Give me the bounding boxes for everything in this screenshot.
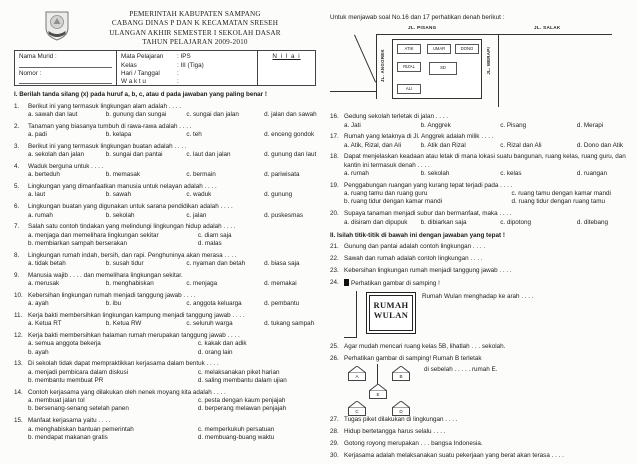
figure-road-vertical	[356, 291, 357, 337]
info-label: Mata Pelajaran	[121, 53, 164, 61]
answer-options	[28, 340, 316, 357]
kabupaten-sampang-logo	[44, 11, 74, 44]
nomor-label: Nomor :	[19, 69, 42, 77]
answer-options	[344, 170, 628, 178]
question-number: 8.	[14, 251, 20, 259]
fill-in-item	[330, 440, 628, 448]
question	[330, 133, 628, 150]
rumah-wulan-line1: RUMAH	[373, 300, 409, 311]
question-number: 23.	[330, 266, 339, 274]
question-number: 9.	[14, 271, 20, 279]
question-number: 2.	[14, 122, 20, 130]
answer-option: a. padi	[28, 131, 47, 139]
question-number: 22.	[330, 254, 339, 262]
question-text: Kebersihan lingkungan rumah menjadi tanggung jawab . . . .	[28, 291, 196, 299]
question	[14, 203, 316, 220]
denah-diagram	[330, 25, 628, 109]
answer-option: c. kakak dan adik	[197, 340, 247, 348]
question-text: Berikut ini yang termasuk lingkungan alam adalah . . . .	[28, 102, 181, 110]
answer-option: b. gunung dan sungai	[105, 111, 167, 119]
answer-option: d. Merapi	[576, 121, 604, 129]
answer-option: b. memasak	[105, 171, 141, 179]
info-value: :	[177, 70, 179, 78]
question-text: Manusia wajib . . . . dan memelihara lingkungan sekitar.	[28, 271, 183, 279]
answer-option: d. ruangan	[576, 170, 607, 178]
answer-option: b. dibiarkan saja	[420, 218, 467, 226]
fill-in-item	[330, 267, 628, 275]
info-row	[121, 70, 253, 78]
question	[14, 332, 316, 357]
answer-option: c. sungai dan jalan	[186, 111, 239, 119]
answer-option: a. membuat jalan tol	[28, 397, 85, 405]
nomor-write-line	[19, 78, 112, 84]
house-umar: UMAR	[427, 44, 451, 54]
answer-option: c. jalan	[186, 211, 207, 219]
answer-option: d. saling membantu dalam ujian	[197, 377, 287, 385]
section2-title: II. Isilah titik-titik di bawah ini dengan jawaban yang tepat !	[330, 231, 505, 239]
question	[14, 252, 316, 269]
answer-option: a. rumah	[344, 170, 369, 178]
question	[330, 210, 628, 227]
answer-option: a. Atik, Rizal, dan Ali	[344, 141, 402, 149]
road-bottom-left	[330, 91, 377, 92]
answer-options	[28, 212, 316, 220]
answer-option: a. Jati	[344, 121, 361, 129]
document-header	[14, 10, 316, 47]
road-top	[376, 34, 612, 35]
answer-option: b. Atik dan Rizal	[420, 141, 466, 149]
answer-options	[28, 111, 316, 119]
question	[14, 223, 316, 248]
header-line-3: ULANGAN AKHIR SEMESTER I SEKOLAH DASAR	[109, 28, 281, 37]
question-text: Hidup bertetangga harus selalu . . . .	[344, 428, 446, 436]
house-dono: DONO	[455, 44, 479, 54]
question-number: 30.	[330, 451, 339, 459]
header-line-2: CABANG DINAS P DAN K KECAMATAN SRESEH	[111, 19, 279, 28]
question-text: Di sekolah tidak dapat mempraktikkan kerjasama dalam bentuk . . . .	[28, 360, 219, 368]
answer-option: a. ruang tamu dan ruang guru	[344, 190, 428, 198]
answer-option: c. waduk	[186, 191, 212, 199]
question-number: 4.	[14, 163, 20, 171]
answer-option: a. ayah	[28, 300, 49, 308]
denah-note: Untuk menjawab soal No.16 dan 17 perhatikan denah berikut :	[330, 14, 505, 21]
info-label: Hari / Tanggal	[121, 70, 160, 78]
question-number: 3.	[14, 142, 20, 150]
fill-in-item	[330, 243, 628, 251]
question	[14, 272, 316, 289]
answer-option: c. laut dan jalan	[186, 151, 231, 159]
north-indicator-icon	[344, 279, 349, 286]
answer-option: b. kelapa	[105, 131, 132, 139]
question-number: 26.	[330, 355, 339, 363]
question-text: Sawah dan rumah adalah contoh lingkungan . . . .	[344, 254, 483, 262]
question-number: 18.	[330, 153, 339, 161]
fill-in-item	[330, 452, 628, 460]
answer-option: a. semua anggota bekerja	[28, 340, 101, 348]
question-number: 11.	[14, 311, 23, 319]
info-row	[121, 78, 253, 86]
header-text	[74, 10, 316, 47]
question-number: 16.	[330, 113, 339, 121]
question-number: 1.	[14, 102, 20, 110]
street-label-merapi: JL. MERAPI	[486, 47, 491, 75]
question	[14, 417, 316, 442]
answer-options	[28, 369, 316, 386]
nilai-cell	[258, 51, 315, 85]
answer-option: c. diam saja	[197, 231, 232, 239]
answer-option: a. tidak betah	[28, 259, 66, 267]
info-value: :	[177, 78, 179, 86]
info-label: W a k t u	[121, 78, 146, 86]
question-text: Tanaman yang biasanya tumbuh di rawa-rawa adalah . . . .	[28, 122, 192, 130]
answer-option: a. sawah dan laut	[28, 111, 78, 119]
answer-option: b. sekolah	[105, 211, 135, 219]
question-text: Contoh kerjasama yang dilakukan oleh nenek moyang kita adalah . . . .	[28, 388, 226, 396]
road-right	[498, 34, 499, 107]
right-column	[330, 14, 628, 464]
question-number: 20.	[330, 210, 339, 218]
rumah-wulan-figure	[344, 291, 422, 343]
school-building: SD	[429, 62, 457, 75]
answer-option: d. pembantu	[264, 300, 300, 308]
answer-option: a. Ketua RT	[28, 320, 62, 328]
answer-option: c. pesta dengan kaum penjajah	[197, 397, 286, 405]
answer-option: d. malas	[197, 239, 222, 247]
question-number: 13.	[14, 360, 23, 368]
answer-options	[28, 232, 316, 249]
question-number: 5.	[14, 183, 20, 191]
answer-option: a. laut	[28, 191, 46, 199]
answer-option: c. Pisang	[500, 121, 527, 129]
info-value: : III (Tiga)	[177, 61, 204, 69]
answer-options	[344, 122, 628, 130]
answer-option: a. menjadi pembicara dalam diskusi	[28, 368, 129, 376]
section1-question-list-right	[330, 113, 628, 227]
q26-caption: Perhatikan gambar di samping! Rumah B terletak	[344, 355, 482, 363]
answer-option: d. membuang-buang waktu	[197, 433, 275, 441]
answer-option: b. membiarkan sampah berserakan	[28, 239, 128, 247]
answer-option: c. memperkukuh persatuan	[197, 425, 275, 433]
answer-options	[344, 142, 628, 150]
house-rizal: RIZAL	[397, 62, 421, 72]
answer-options	[344, 219, 628, 227]
question	[330, 182, 628, 207]
question-text: Supaya tanaman menjadi subur dan bermanfaat, maka . . . .	[344, 210, 512, 218]
houses-figure	[344, 364, 424, 416]
answer-option: b. membantu membuat PR	[28, 377, 104, 385]
section1-title: I. Berilah tanda silang (x) pada huruf a, b, c, atau d pada jawaban yang paling benar !	[14, 91, 267, 99]
answer-option: c. bermain	[186, 171, 216, 179]
question-number: 27.	[330, 416, 339, 424]
info-row	[121, 53, 253, 61]
house-d: D	[392, 401, 410, 416]
answer-option: d. ditebang	[576, 218, 609, 226]
answer-option: d. Dono dan Atik	[576, 141, 624, 149]
header-line-1: PEMERINTAH KABUPATEN SAMPANG	[129, 10, 261, 18]
answer-option: b. bersenang-senang setelah panen	[28, 405, 129, 413]
answer-options	[28, 151, 316, 159]
q25-text: Agar mudah mencari ruang kelas 5B, lihatlah . . . sekolah.	[344, 343, 506, 351]
question	[330, 113, 628, 130]
figure-pole	[377, 364, 378, 384]
question-text: Tugas piket dilakukan di lingkungan . . . .	[344, 416, 458, 424]
answer-option: c. seluruh warga	[186, 320, 233, 328]
question-text: Salah satu contoh tindakan yang melindungi lingkungan hidup adalah . . . .	[28, 223, 236, 231]
question-number: 17.	[330, 133, 339, 141]
answer-options	[344, 190, 628, 207]
answer-option: b. ruang tidur dengan kamar mandi	[344, 198, 443, 206]
question-number: 25.	[330, 343, 339, 351]
answer-option: c. melaksanakan piket harian	[197, 368, 280, 376]
answer-option: d. biasa saja	[264, 259, 300, 267]
question	[14, 123, 316, 140]
answer-option: a. merusak	[28, 280, 60, 288]
answer-option: d. orang lain	[197, 348, 233, 356]
question-text: Manfaat kerjasama yaitu . . . .	[28, 417, 111, 425]
fill-in-item	[330, 255, 628, 263]
street-label-pisang: JL. PISANG	[408, 25, 437, 31]
left-column	[14, 10, 316, 446]
q26-text: di sebelah . . . . . rumah E.	[424, 366, 498, 374]
question-text: Lingkungan buatan yang digunakan untuk sarana pendidikan adalah . . . .	[28, 203, 233, 211]
answer-options	[28, 300, 316, 308]
answer-option: d. enceng gondok	[264, 131, 315, 139]
question-text: Gotong royong merupakan . . . bangsa Indonesia.	[344, 440, 483, 448]
student-info-table	[14, 50, 316, 86]
fill-in-item	[330, 416, 628, 424]
info-label: Kelas	[121, 61, 137, 69]
house-c: C	[348, 401, 366, 416]
question-number: 21.	[330, 243, 339, 251]
figure-road-horizontal	[344, 337, 357, 338]
answer-options	[28, 131, 316, 139]
info-row	[121, 62, 253, 70]
q24-text: Rumah Wulan menghadap ke arah . . . .	[422, 293, 534, 301]
question-number: 7.	[14, 223, 20, 231]
answer-option: b. susah tidur	[105, 259, 144, 267]
answer-option: d. tukang sampah	[264, 320, 315, 328]
answer-option: a. disiram dan dipupuk	[344, 218, 408, 226]
road-bend	[354, 35, 376, 83]
answer-option: b. sekolah	[420, 170, 450, 178]
answer-options	[28, 171, 316, 179]
answer-option: b. Anggrek	[420, 121, 451, 129]
answer-option: b. sawah	[105, 191, 131, 199]
denah-block	[392, 39, 482, 99]
question-text: Dapat menjelaskan keadaan atau letak di mana lokasi suatu bangunan, ruang kelas, ruang guru, dan kantin ini termasuk denah . . . .	[344, 153, 626, 169]
header-line-4: TAHUN PELAJARAN 2009-2010	[142, 38, 248, 47]
question-text: Gunung dan pantai adalah contoh lingkungan . . . .	[344, 243, 486, 251]
answer-option: d. puskesmas	[264, 211, 303, 219]
answer-option: b. sungai dan pantai	[105, 151, 163, 159]
answer-option: c. Rizal dan Ali	[500, 141, 542, 149]
question-text: Rumah yang letaknya di Jl. Anggrek adalah milik . . . .	[344, 133, 494, 141]
answer-options	[28, 280, 316, 288]
answer-options	[28, 320, 316, 328]
subject-info-cell	[117, 51, 258, 85]
answer-options	[28, 397, 316, 414]
answer-option: d. gunung	[264, 191, 293, 199]
house-a: A	[348, 366, 366, 381]
answer-option: c. kelas	[500, 170, 522, 178]
answer-option: c. anggota keluarga	[186, 300, 242, 308]
answer-option: a. sekolah dan jalan	[28, 151, 85, 159]
question	[14, 360, 316, 385]
answer-options	[28, 260, 316, 268]
info-value: : IPS	[177, 53, 191, 61]
question-text: Kerja bakti membersihkan lingkungan kampung menjadi tanggung jawab . . . .	[28, 311, 245, 319]
answer-option: d. memakai	[264, 280, 297, 288]
question	[14, 103, 316, 120]
question-number: 24.	[330, 278, 339, 286]
question	[14, 143, 316, 160]
answer-option: a. berteduh	[28, 171, 60, 179]
answer-option: b. Ketua RW	[105, 320, 142, 328]
answer-option: d. gunung dan laut	[264, 151, 317, 159]
house-atik: ATIK	[397, 44, 421, 54]
question-number: 15.	[14, 417, 23, 425]
question-text: Kerjasama adalah melaksanakan suatu pekerjaan yang berat akan terasa . . . .	[344, 451, 564, 459]
question	[14, 312, 316, 329]
question-number: 14.	[14, 388, 23, 396]
question	[14, 389, 316, 414]
question-number: 28.	[330, 428, 339, 436]
house-e: E	[369, 384, 387, 399]
question-text: Kebersihan lingkungan rumah menjadi tanggung jawab . . . .	[344, 266, 512, 274]
rumah-wulan-line2: WULAN	[373, 310, 409, 321]
question	[14, 183, 316, 200]
nama-murid-label: Nama Murid :	[19, 53, 57, 61]
answer-option: a. rumah	[28, 211, 53, 219]
question-text: Berikut ini yang termasuk lingkungan buatan adalah . . . .	[28, 142, 187, 150]
section1-question-list	[14, 103, 316, 442]
answer-option: c. dipotong	[500, 218, 531, 226]
answer-option: d. berperang melawan penjajah	[197, 405, 287, 413]
student-identity-cell	[15, 51, 117, 85]
question	[14, 292, 316, 309]
question	[14, 163, 316, 180]
answer-option: c. menjaga	[186, 280, 218, 288]
question-number: 19.	[330, 181, 339, 189]
question-text: Gedung sekolah terletak di jalan . . . .	[344, 113, 448, 121]
question-number: 29.	[330, 440, 339, 448]
question-26	[330, 355, 628, 416]
section2-items-a	[330, 243, 628, 275]
question-number: 12.	[14, 332, 23, 340]
street-label-anggrek: JL. ANGGREK	[380, 49, 385, 83]
question	[330, 153, 628, 178]
question-text: Lingkungan rumah indah, bersih, dan rapi. Penghuninya akan merasa . . . .	[28, 251, 237, 259]
question-text: Kerja bakti membersihkan halaman rumah merupakan tanggung jawab . . . .	[28, 332, 240, 340]
house-ali: ALI	[397, 84, 421, 94]
answer-options	[28, 191, 316, 199]
nama-write-line	[19, 62, 112, 68]
question-number: 10.	[14, 291, 23, 299]
house-b: B	[392, 366, 410, 381]
question-25	[330, 343, 628, 351]
answer-option: b. ibu	[105, 300, 122, 308]
answer-option: d. jalan dan sawah	[264, 111, 317, 119]
answer-option: a. menghabiskan bantuan pemerintah	[28, 425, 134, 433]
nilai-label: N i l a i	[272, 53, 301, 61]
question-number: 6.	[14, 203, 20, 211]
question-text: Waduk berguna untuk . . . .	[28, 163, 104, 171]
question-text: Lingkungan yang dimanfaatkan manusia untuk nelayan adalah . . . .	[28, 183, 217, 191]
answer-options	[28, 426, 316, 443]
question-text: Penggabungan ruangan yang kurang tepat terjadi pada . . . .	[344, 181, 513, 189]
answer-option: c. teh	[186, 131, 202, 139]
answer-option: c. nyaman dan betah	[186, 259, 246, 267]
answer-option: b. mendapat makanan gratis	[28, 433, 108, 441]
rumah-wulan-box	[366, 292, 416, 334]
answer-option: d. pariwisata	[264, 171, 300, 179]
fill-in-item	[330, 428, 628, 436]
answer-option: d. ruang tidur dengan ruang tamu	[511, 198, 606, 206]
question-24	[330, 279, 628, 344]
answer-option: b. menghabiskan	[105, 280, 154, 288]
road-left	[376, 34, 377, 99]
answer-option: a. menjaga dan memelihara lingkungan sekitar	[28, 231, 159, 239]
street-label-salak: JL. SALAK	[534, 25, 561, 31]
answer-option: b. ayah	[28, 348, 49, 356]
q24-caption: Perhatikan gambar di samping !	[351, 279, 440, 287]
answer-option: c. ruang tamu dengan kamar mandi	[511, 190, 611, 198]
